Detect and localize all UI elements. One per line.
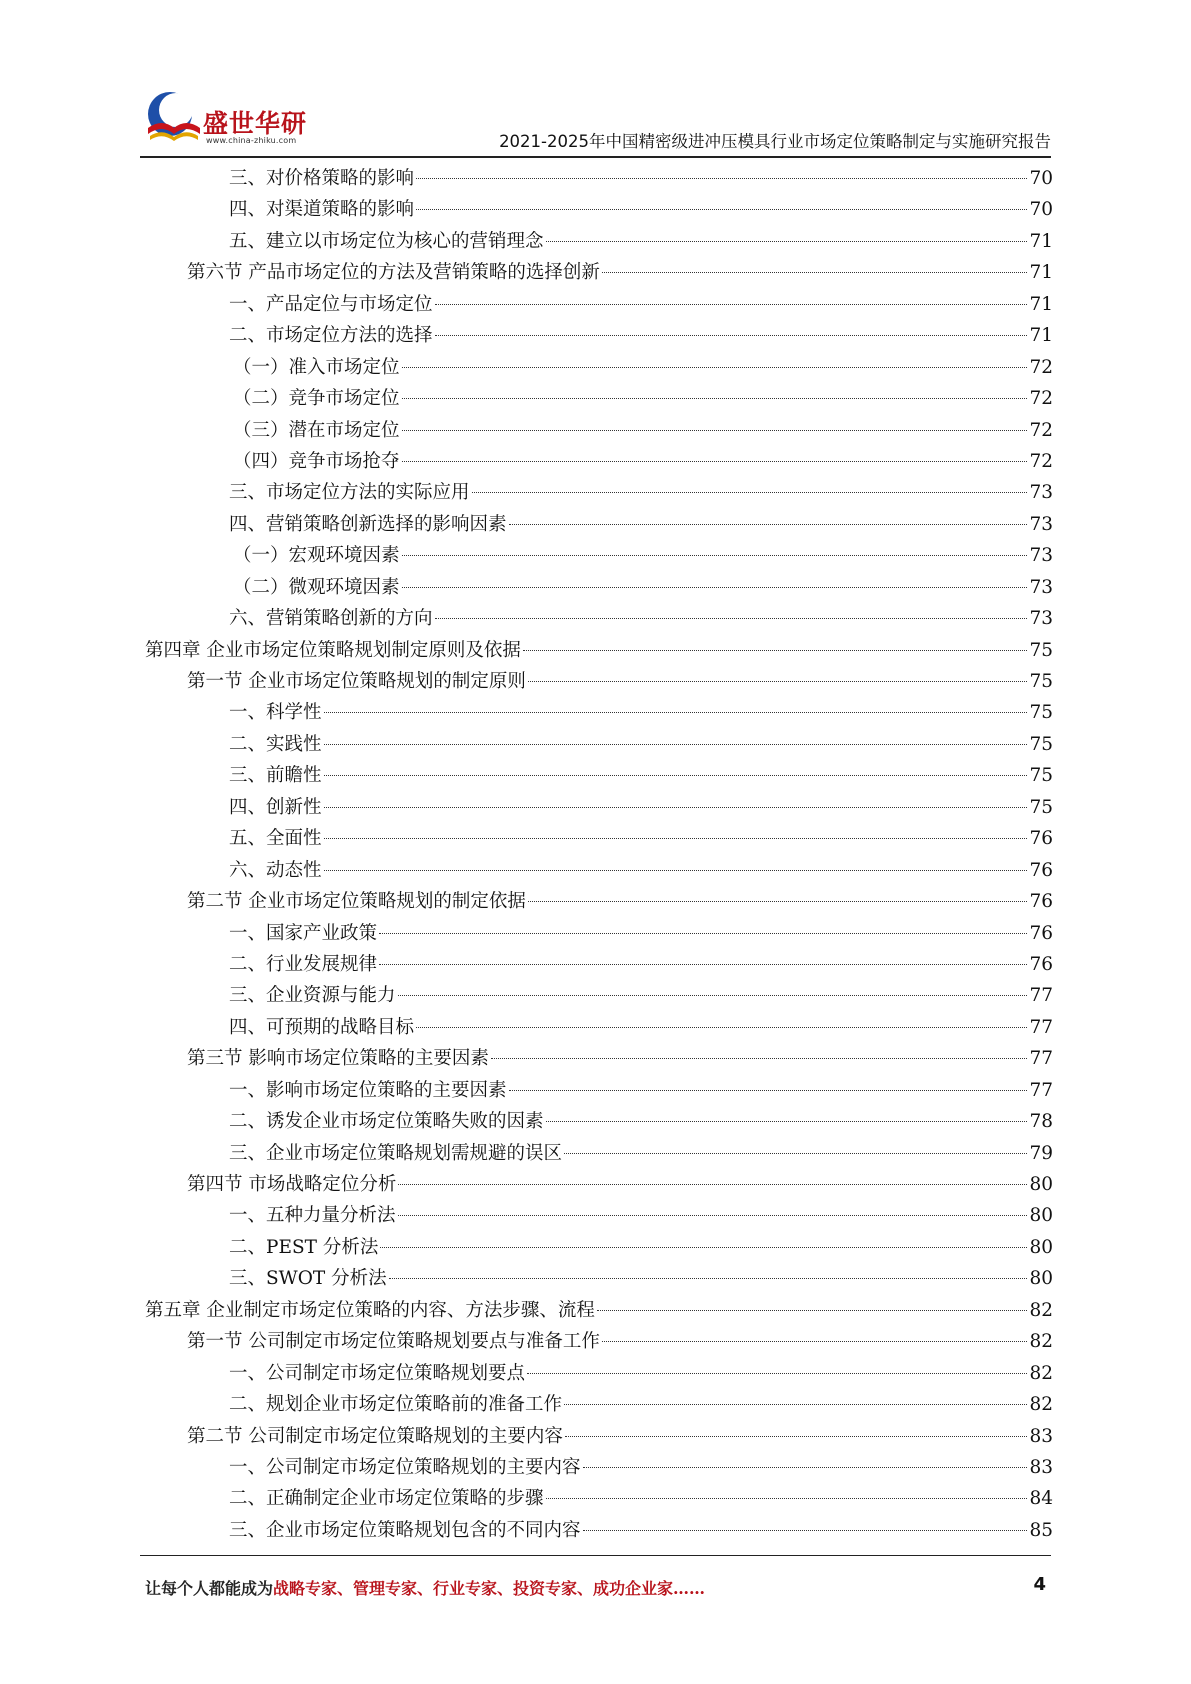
toc-entry-label: （三）潜在市场定位 (233, 419, 400, 441)
toc-entry-page: 75 (1029, 671, 1053, 692)
toc-entry[interactable] (145, 855, 1053, 886)
toc-leader-dots (564, 1404, 1027, 1405)
toc-entry-page: 70 (1029, 168, 1053, 189)
toc-leader-dots (416, 1027, 1027, 1028)
footer-divider (140, 1555, 1051, 1556)
toc-entry-label: 第二节 企业市场定位策略规划的制定依据 (187, 891, 526, 913)
toc-entry-label: 二、PEST 分析法 (229, 1236, 379, 1258)
toc-leader-dots (398, 995, 1028, 996)
toc-entry-page: 82 (1029, 1362, 1053, 1384)
toc-entry[interactable] (145, 697, 1053, 728)
toc-entry-page: 82 (1029, 1331, 1053, 1353)
toc-entry-label: （四）竞争市场抢夺 (233, 450, 400, 472)
toc-entry-label: 一、五种力量分析法 (229, 1205, 396, 1227)
toc-entry-page: 80 (1029, 1205, 1053, 1227)
toc-leader-dots (379, 964, 1027, 965)
toc-entry-label: 一、产品定位与市场定位 (229, 293, 433, 315)
toc-entry-page: 72 (1029, 388, 1053, 410)
toc-entry-label: 第四节 市场战略定位分析 (187, 1174, 397, 1195)
toc-leader-dots (564, 1153, 1027, 1154)
toc-entry-label: 二、市场定位方法的选择 (229, 325, 433, 347)
toc-entry-label: 三、前瞻性 (229, 765, 322, 787)
logo-url: www.china-zhiku.com (206, 136, 297, 145)
toc-entry[interactable] (145, 1232, 1053, 1263)
toc-entry[interactable] (145, 886, 1053, 917)
toc-entry-label: 一、国家产业政策 (229, 922, 378, 944)
toc-entry-label: 三、市场定位方法的实际应用 (229, 482, 470, 504)
toc-leader-dots (398, 1184, 1027, 1185)
toc-entry[interactable] (145, 823, 1053, 854)
toc-entry-page: 83 (1029, 1456, 1053, 1478)
toc-entry[interactable] (145, 792, 1053, 823)
toc-leader-dots (491, 1058, 1028, 1059)
toc-entry-label: 一、科学性 (229, 702, 322, 724)
toc-entry-page: 77 (1029, 1048, 1053, 1070)
toc-entry[interactable] (145, 949, 1053, 980)
toc-leader-dots (389, 1278, 1028, 1279)
toc-entry[interactable] (145, 1421, 1053, 1452)
report-title: 2021-2025年中国精密级进冲压模具行业市场定位策略制定与实施研究报告 (499, 132, 1051, 151)
toc-entry-page: 73 (1029, 545, 1053, 567)
toc-entry[interactable] (145, 1043, 1053, 1074)
toc-entry[interactable] (145, 980, 1053, 1011)
toc-entry[interactable] (145, 1075, 1053, 1106)
toc-leader-dots (546, 1121, 1028, 1122)
toc-entry[interactable] (145, 666, 1053, 697)
toc-entry[interactable] (145, 729, 1053, 760)
toc-entry-label: 三、对价格策略的影响 (229, 168, 415, 189)
toc-entry-label: 二、行业发展规律 (229, 953, 378, 975)
toc-entry-page: 80 (1029, 1268, 1053, 1290)
toc-entry-page: 77 (1029, 985, 1053, 1007)
toc-leader-dots (402, 555, 1028, 556)
toc-entry-page: 72 (1029, 419, 1053, 441)
toc-entry-label: 二、正确制定企业市场定位策略的步骤 (229, 1488, 544, 1510)
toc-entry-page: 75 (1029, 733, 1053, 755)
toc-entry[interactable] (145, 194, 1053, 225)
toc-entry-page: 85 (1029, 1519, 1053, 1541)
toc-leader-dots (402, 587, 1028, 588)
toc-entry-page: 79 (1029, 1142, 1053, 1164)
toc-entry[interactable] (145, 1012, 1053, 1043)
toc-entry[interactable] (145, 635, 1053, 666)
toc-leader-dots (402, 367, 1028, 368)
toc-entry-label: 四、对渠道策略的影响 (229, 199, 415, 221)
toc-leader-dots (472, 492, 1028, 493)
slogan-highlight: 战略专家、管理专家、行业专家、投资专家、成功企业家…… (273, 1579, 706, 1598)
toc-entry[interactable] (145, 1483, 1053, 1514)
toc-leader-dots (528, 901, 1028, 902)
toc-entry-page: 72 (1029, 356, 1053, 378)
toc-leader-dots (379, 933, 1027, 934)
toc-leader-dots (546, 1498, 1028, 1499)
toc-leader-dots (324, 838, 1028, 839)
toc-entry[interactable] (145, 257, 1053, 288)
toc-entry[interactable] (145, 1106, 1053, 1137)
toc-entry-page: 71 (1029, 325, 1053, 347)
toc-entry-page: 82 (1029, 1394, 1053, 1416)
toc-entry-label: 四、创新性 (229, 796, 322, 818)
toc-entry[interactable] (145, 1138, 1053, 1169)
toc-entry-page: 78 (1029, 1111, 1053, 1133)
toc-entry-label: 一、公司制定市场定位策略规划要点 (229, 1362, 526, 1384)
toc-entry-page: 76 (1029, 922, 1053, 944)
toc-entry-label: 第四章 企业市场定位策略规划制定原则及依据 (145, 639, 521, 661)
toc-entry[interactable] (145, 1326, 1053, 1357)
toc-entry-label: 第一节 公司制定市场定位策略规划要点与准备工作 (187, 1331, 600, 1353)
toc-entry[interactable] (145, 1358, 1053, 1389)
toc-entry-label: 五、全面性 (229, 828, 322, 850)
toc-entry[interactable] (145, 352, 1053, 383)
toc-leader-dots (398, 1215, 1028, 1216)
toc-entry-page: 77 (1029, 1016, 1053, 1038)
toc-entry[interactable] (145, 1452, 1053, 1483)
toc-entry[interactable] (145, 289, 1053, 320)
toc-entry[interactable] (145, 415, 1053, 446)
toc-leader-dots (435, 618, 1028, 619)
toc-leader-dots (565, 1436, 1028, 1437)
logo-emblem-icon (140, 84, 206, 150)
toc-leader-dots (597, 1310, 1028, 1311)
toc-entry-page: 76 (1029, 859, 1053, 881)
toc-entry[interactable] (145, 1200, 1053, 1231)
toc-entry[interactable] (145, 1389, 1053, 1420)
toc-entry[interactable] (145, 446, 1053, 477)
logo-text: 盛世华研 (203, 109, 308, 138)
toc-entry[interactable] (145, 540, 1053, 571)
toc-entry[interactable] (145, 477, 1053, 508)
toc-leader-dots (416, 178, 1027, 179)
toc-leader-dots (602, 1341, 1028, 1342)
toc-leader-dots (324, 744, 1028, 745)
toc-entry-label: （一）宏观环境因素 (233, 545, 400, 567)
toc-leader-dots (324, 712, 1028, 713)
toc-leader-dots (527, 1373, 1027, 1374)
toc-entry-page: 75 (1029, 639, 1053, 661)
toc-entry-label: 四、可预期的战略目标 (229, 1016, 415, 1038)
company-logo (140, 84, 370, 154)
toc-leader-dots (583, 1530, 1028, 1531)
toc-entry-label: 一、影响市场定位策略的主要因素 (229, 1079, 507, 1101)
toc-leader-dots (402, 398, 1028, 399)
toc-entry-label: 第五章 企业制定市场定位策略的内容、方法步骤、流程 (145, 1299, 595, 1321)
toc-entry-label: （一）准入市场定位 (233, 356, 400, 378)
toc-entry-label: 二、诱发企业市场定位策略失败的因素 (229, 1111, 544, 1133)
footer-slogan (145, 1576, 705, 1599)
toc-entry-label: 三、企业资源与能力 (229, 985, 396, 1007)
toc-leader-dots (435, 335, 1028, 336)
toc-entry-page: 75 (1029, 796, 1053, 818)
toc-entry-page: 73 (1029, 482, 1053, 504)
page-number: 4 (1033, 1574, 1046, 1595)
toc-entry-label: 六、动态性 (229, 859, 322, 881)
toc-entry[interactable] (145, 1263, 1053, 1294)
toc-entry[interactable] (145, 383, 1053, 414)
toc-entry-label: 四、营销策略创新选择的影响因素 (229, 513, 507, 535)
toc-entry[interactable] (145, 572, 1053, 603)
toc-entry[interactable] (145, 1169, 1053, 1200)
toc-leader-dots (402, 461, 1028, 462)
toc-leader-dots (324, 807, 1028, 808)
toc-entry-label: 六、营销策略创新的方向 (229, 608, 433, 630)
table-of-contents (145, 163, 1053, 1546)
toc-entry-label: 第三节 影响市场定位策略的主要因素 (187, 1048, 489, 1070)
toc-leader-dots (509, 524, 1028, 525)
toc-entry-page: 71 (1029, 293, 1053, 315)
toc-entry[interactable] (145, 320, 1053, 351)
toc-entry-page: 73 (1029, 608, 1053, 630)
toc-entry-label: （二）微观环境因素 (233, 576, 400, 598)
toc-leader-dots (324, 870, 1028, 871)
toc-leader-dots (380, 1247, 1027, 1248)
toc-leader-dots (509, 1090, 1028, 1091)
toc-entry-page: 70 (1029, 199, 1053, 221)
toc-entry-page: 73 (1029, 513, 1053, 535)
toc-entry-page: 75 (1029, 765, 1053, 787)
toc-entry[interactable] (145, 603, 1053, 634)
toc-entry-label: 三、企业市场定位策略规划需规避的误区 (229, 1142, 563, 1164)
toc-entry[interactable] (145, 918, 1053, 949)
toc-leader-dots (402, 430, 1028, 431)
toc-entry-label: 三、企业市场定位策略规划包含的不同内容 (229, 1519, 581, 1541)
slogan-prefix: 让每个人都能成为 (145, 1579, 274, 1598)
toc-leader-dots (602, 272, 1028, 273)
toc-entry[interactable] (145, 760, 1053, 791)
toc-entry-page: 71 (1029, 230, 1053, 252)
toc-entry-page: 83 (1029, 1425, 1053, 1447)
toc-entry-label: 第二节 公司制定市场定位策略规划的主要内容 (187, 1425, 563, 1447)
toc-leader-dots (523, 650, 1028, 651)
toc-entry-label: 二、实践性 (229, 733, 322, 755)
toc-entry-page: 76 (1029, 828, 1053, 850)
toc-entry[interactable] (145, 1515, 1053, 1546)
toc-entry-page: 71 (1029, 262, 1053, 284)
toc-entry[interactable] (145, 509, 1053, 540)
toc-entry-label: 第一节 企业市场定位策略规划的制定原则 (187, 671, 526, 692)
toc-entry-page: 76 (1029, 891, 1053, 913)
toc-entry-label: 一、公司制定市场定位策略规划的主要内容 (229, 1456, 581, 1478)
toc-entry[interactable] (145, 1295, 1053, 1326)
toc-entry-label: 第六节 产品市场定位的方法及营销策略的选择创新 (187, 262, 600, 284)
toc-entry-page: 80 (1029, 1236, 1053, 1258)
toc-entry-page: 80 (1029, 1174, 1053, 1195)
toc-leader-dots (324, 775, 1028, 776)
header-divider (140, 156, 1051, 158)
toc-entry-label: 五、建立以市场定位为核心的营销理念 (229, 230, 544, 252)
toc-entry-label: 三、SWOT 分析法 (229, 1268, 387, 1290)
toc-leader-dots (546, 241, 1028, 242)
toc-entry-label: 二、规划企业市场定位策略前的准备工作 (229, 1394, 563, 1416)
toc-entry-page: 84 (1029, 1488, 1053, 1510)
toc-leader-dots (416, 209, 1027, 210)
toc-entry[interactable] (145, 226, 1053, 257)
toc-leader-dots (583, 1467, 1028, 1468)
toc-entry-page: 82 (1029, 1299, 1053, 1321)
toc-entry-page: 73 (1029, 576, 1053, 598)
toc-leader-dots (528, 681, 1028, 682)
toc-entry-label: （二）竞争市场定位 (233, 388, 400, 410)
toc-leader-dots (435, 304, 1028, 305)
toc-entry[interactable] (145, 163, 1053, 194)
toc-entry-page: 72 (1029, 450, 1053, 472)
toc-entry-page: 77 (1029, 1079, 1053, 1101)
page-header (0, 0, 1191, 160)
toc-entry-page: 75 (1029, 702, 1053, 724)
toc-entry-page: 76 (1029, 953, 1053, 975)
